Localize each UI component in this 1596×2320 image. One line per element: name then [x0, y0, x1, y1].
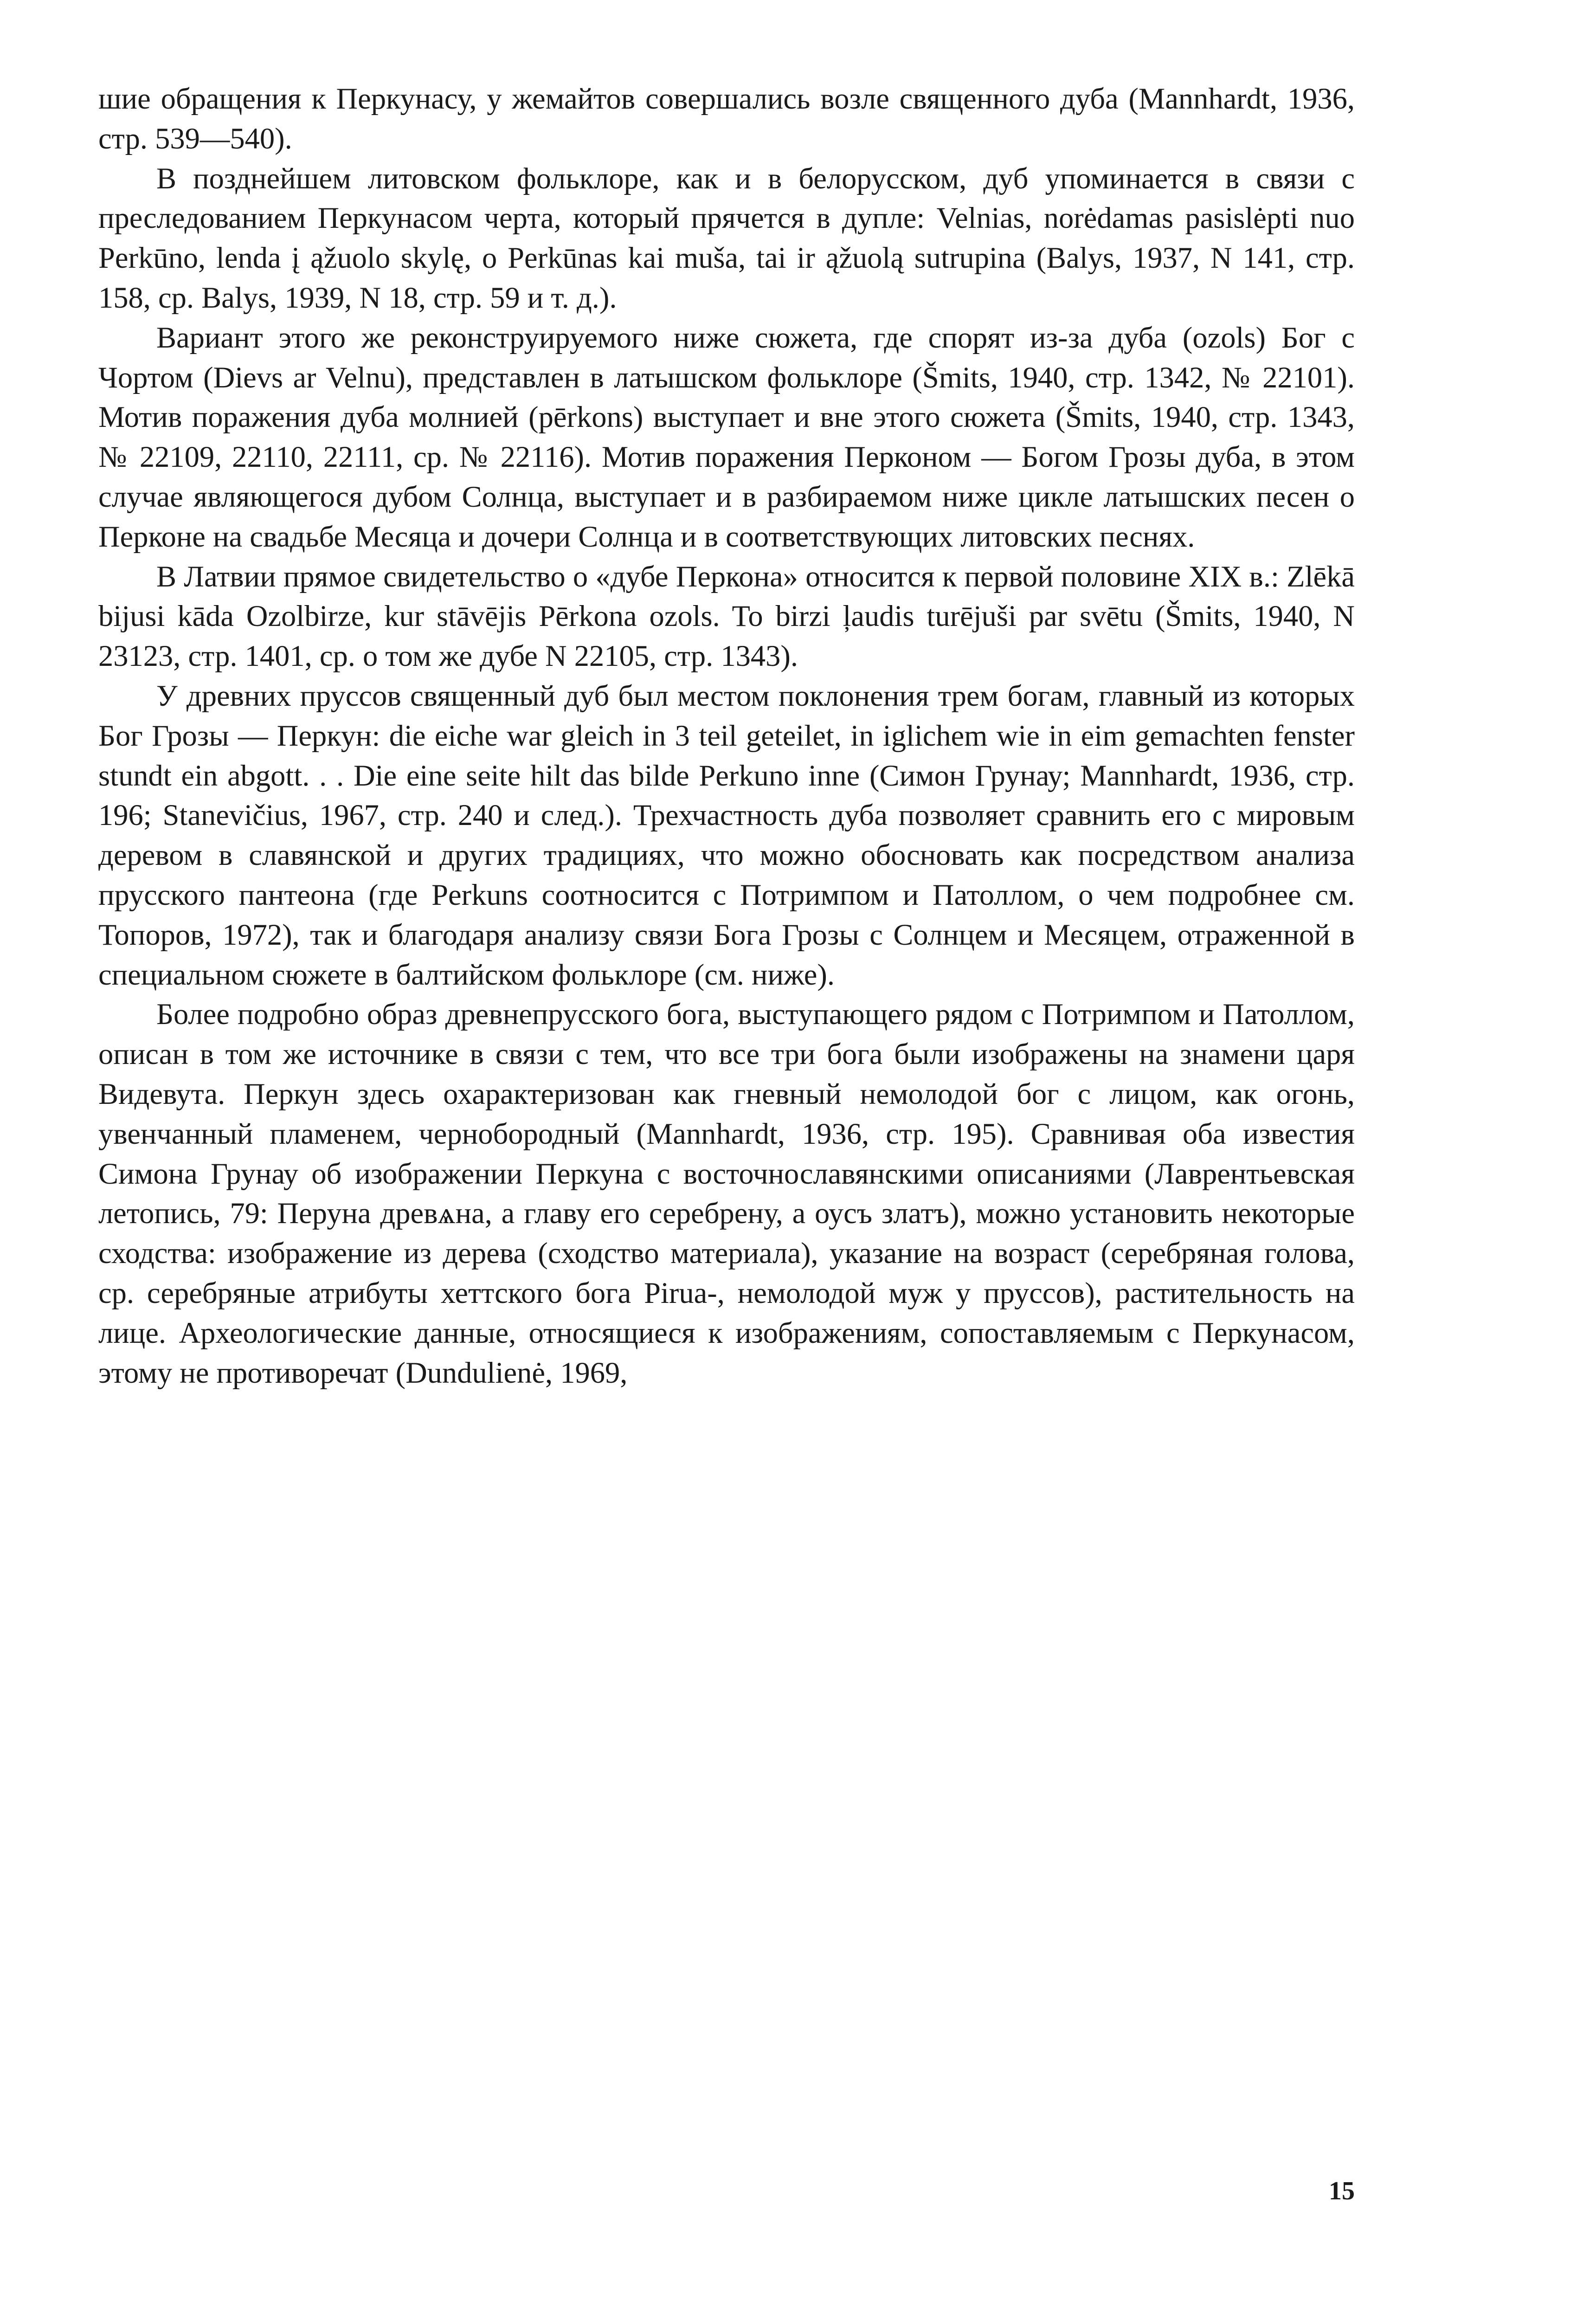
- paragraph-5: У древних пруссов священный дуб был местом поклонения трем богам, главный из которых Бог Грозы — Перкун: die eiche war gleich in 3 teil geteilet, in iglichem wie in eim gemachten fenster stundt ein abgott. . . Die eine seite hilt das bilde Perkuno inne (Симон Грунау; Mannhardt, 1936, стр. 196; Stanevičius, 1967, стр. 240 и след.). Трехчастность дуба позволяет сравнить его с мировым деревом в славянской и других традициях, что можно обосновать как посредством анализа прусского пантеона (где Perkuns соотносится с Потримпом и Патоллом, о чем подробнее см. Топоров, 1972), так и благодаря анализу связи Бога Грозы с Солнцем и Месяцем, отраженной в специальном сюжете в балтийском фольклоре (см. ниже).: [98, 679, 1355, 991]
- paragraph-4: В Латвии прямое свидетельство о «дубе Перкона» относится к первой половине XIX в.: Zlēkā bijusi kāda Ozolbirze, kur stāvējis Pērkona ozols. To birzi ļaudis turējuši par svētu (Šmits, 1940, N 23123, стр. 1401, ср. о том же дубе N 22105, стр. 1343).: [98, 560, 1355, 673]
- paragraph-1: шие обращения к Перкунасу, у жемайтов совершались возле священного дуба (Mannhardt, 1936, стр. 539—540).: [98, 82, 1355, 155]
- page-number: 15: [1329, 2177, 1355, 2205]
- paragraph-6: Более подробно образ древнепрусского бога, выступающего рядом с Потримпом и Патоллом, описан в том же источнике в связи с тем, что все три бога были изображены на знамени царя Видевута. Перкун здесь охарактеризован как гневный немолодой бог с лицом, как огонь, увенчанный пламенем, чернобородный (Mannhardt, 1936, стр. 195). Сравнивая оба известия Симона Грунау об изображении Перкуна с восточнославянскими описаниями (Лаврентьевская летопись, 79: Перуна древѧна, а главу его серебрену, а оусъ златъ), можно установить некоторые сходства: изображение из дерева (сходство материала), указание на возраст (серебряная голова, ср. серебряные атрибуты хеттского бога Pirua-, немолодой муж у пруссов), растительность на лице. Археологические данные, относящиеся к изображениям, сопоставляемым с Перкунасом, этому не противоречат (Dundulienė, 1969,: [98, 998, 1355, 1389]
- body-text: [98, 79, 1355, 1392]
- paragraph-3: Вариант этого же реконструируемого ниже сюжета, где спорят из-за дуба (ozols) Бог с Чортом (Dievs ar Velnu), представлен в латышском фольклоре (Šmits, 1940, стр. 1342, № 22101). Мотив поражения дуба молнией (pērkons) выступает и вне этого сюжета (Šmits, 1940, стр. 1343, № 22109, 22110, 22111, ср. № 22116). Мотив поражения Перконом — Богом Грозы дуба, в этом случае являющегося дубом Солнца, выступает и в разбираемом ниже цикле латышских песен о Перконе на свадьбе Месяца и дочери Солнца и в соответствующих литовских песнях.: [98, 321, 1355, 553]
- paragraph-2: В позднейшем литовском фольклоре, как и в белорусском, дуб упоминается в связи с преследованием Перкунасом черта, который прячется в дупле: Velnias, norėdamas pasislėpti nuo Perkūno, lenda į ąžuolo skylę, o Perkūnas kai muša, tai ir ąžuolą sutrupina (Balys, 1937, N 141, стр. 158, ср. Balys, 1939, N 18, стр. 59 и т. д.).: [98, 161, 1355, 314]
